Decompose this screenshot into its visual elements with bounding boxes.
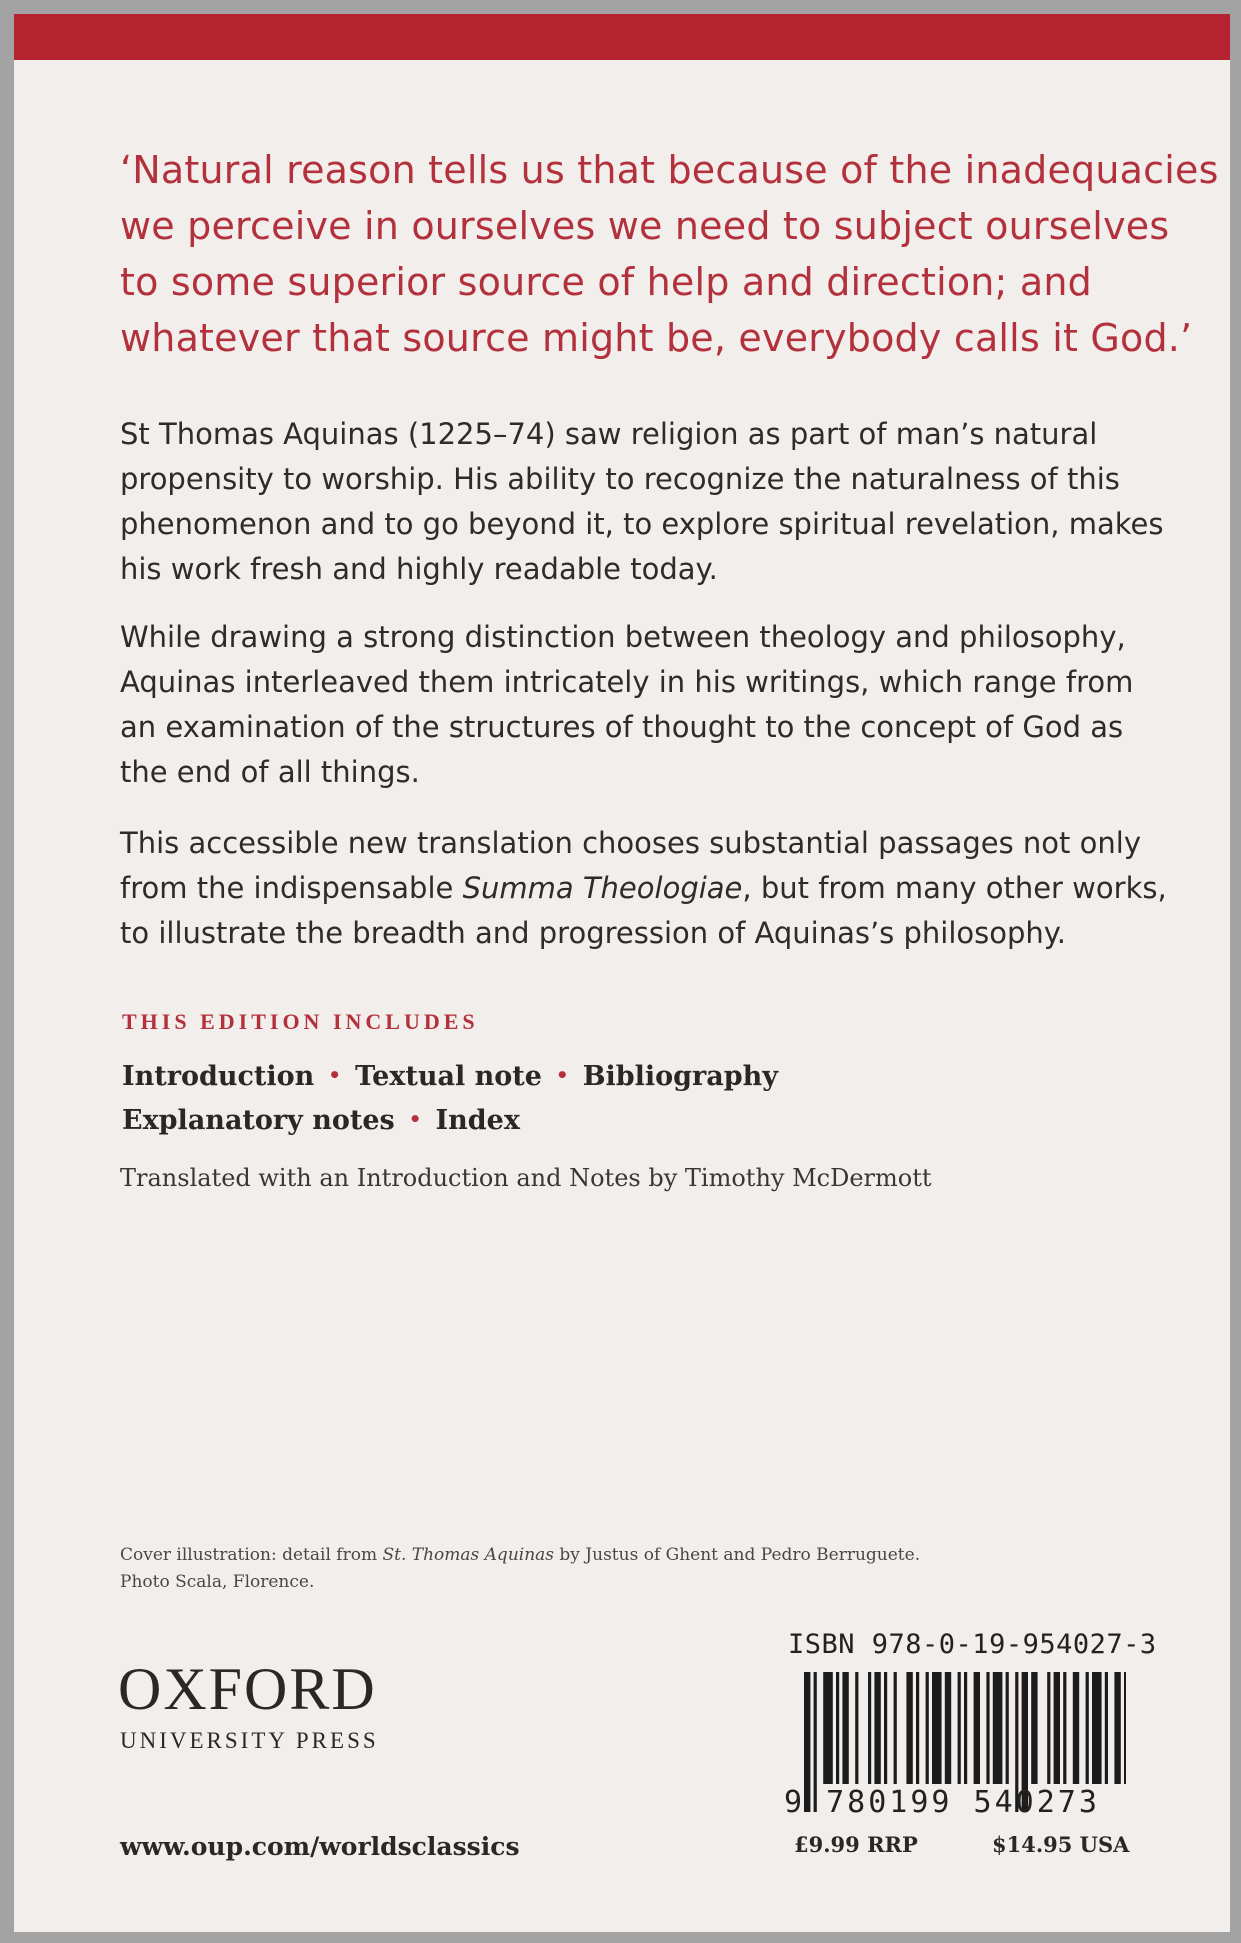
barcode-bar: [1114, 1672, 1120, 1784]
blurb-text: , but from many other works,: [742, 871, 1167, 905]
barcode-bar: [1047, 1672, 1050, 1784]
publisher-url: www.oup.com/worldsclassics: [120, 1832, 520, 1861]
barcode-bar: [916, 1672, 919, 1784]
barcode-bar: [855, 1672, 858, 1784]
bullet-icon: •: [408, 1107, 422, 1131]
includes-item: Textual note: [355, 1061, 542, 1092]
barcode-bar: [993, 1672, 1003, 1784]
blurb-paragraph-2: [120, 615, 1170, 795]
barcode-bar: [964, 1672, 967, 1784]
barcode-bar: [1086, 1672, 1089, 1784]
barcode-bar: [1006, 1672, 1009, 1784]
credit-text: Cover illustration: detail from: [120, 1545, 383, 1565]
blurb-text: from the indispensable: [120, 871, 463, 905]
artwork-title: St. Thomas Aquinas: [382, 1545, 555, 1565]
barcode-bar: [926, 1672, 929, 1784]
includes-item: Introduction: [122, 1061, 315, 1092]
publisher-logo: OXFORD: [118, 1656, 377, 1722]
quote-line: ‘Natural reason tells us that because of the inadequacies: [120, 148, 1219, 192]
price-usd: $14.95 USA: [992, 1832, 1130, 1857]
edition-includes-heading: THIS EDITION INCLUDES: [122, 1009, 479, 1034]
blurb-line: [120, 866, 1170, 911]
translator-credit: Translated with an Introduction and Notes by Timothy McDermott: [120, 1164, 932, 1192]
blurb-line: phenomenon and to go beyond it, to explore spiritual revelation, makes: [120, 507, 1164, 541]
barcode-bar: [945, 1672, 951, 1784]
barcode-bar: [1092, 1672, 1102, 1784]
credit-text: by Justus of Ghent and Pedro Berruguete.: [554, 1545, 921, 1565]
barcode-bar: [958, 1672, 961, 1784]
includes-row: [122, 1098, 778, 1142]
barcode-bar: [1073, 1672, 1079, 1784]
barcode-bar: [1124, 1672, 1126, 1784]
barcode-bar: [868, 1672, 871, 1784]
cover-illustration-credit: [120, 1542, 920, 1596]
barcode-bar: [1031, 1672, 1037, 1784]
barcode-bar: [823, 1672, 833, 1784]
barcode-bar: [986, 1672, 989, 1784]
barcode-bar: [1063, 1672, 1066, 1784]
publisher-subtitle: UNIVERSITY PRESS: [120, 1728, 379, 1753]
barcode-bar: [906, 1672, 912, 1784]
barcode-bar: [894, 1672, 897, 1784]
barcode-bar: [1054, 1672, 1060, 1784]
blurb-line: to illustrate the breadth and progression of Aquinas’s philosophy.: [120, 916, 1067, 950]
blurb-line: an examination of the structures of thought to the concept of God as: [120, 710, 1124, 744]
barcode-bar: [1105, 1672, 1108, 1784]
quote-line: we perceive in ourselves we need to subject ourselves: [120, 204, 1170, 248]
includes-item: Explanatory notes: [122, 1105, 395, 1136]
blurb-paragraph-3: [120, 821, 1170, 956]
barcode-bar: [836, 1672, 839, 1784]
bullet-icon: •: [555, 1063, 569, 1087]
blurb-line: While drawing a strong distinction between theology and philosophy,: [120, 620, 1126, 654]
quote-line: whatever that source might be, everybody calls it God.’: [120, 316, 1193, 360]
barcode-bar: [884, 1672, 887, 1784]
barcode-digits: 9 780199 540273: [784, 1785, 1100, 1820]
quote-line: to some superior source of help and direction; and: [120, 260, 1092, 304]
credit-line: Photo Scala, Florence.: [120, 1572, 315, 1592]
pull-quote: [120, 142, 1219, 366]
barcode-bar: [932, 1672, 942, 1784]
edition-includes-list: [122, 1054, 778, 1142]
blurb-paragraph-1: [120, 412, 1170, 592]
blurb-line: This accessible new translation chooses substantial passages not only: [120, 826, 1141, 860]
red-top-band: [14, 14, 1230, 60]
blurb-line: propensity to worship. His ability to recognize the naturalness of this: [120, 462, 1120, 496]
includes-item: Index: [435, 1105, 520, 1136]
work-title: Summa Theologiae: [462, 871, 743, 905]
blurb-line: his work fresh and highly readable today.: [120, 552, 718, 586]
includes-row: [122, 1054, 778, 1098]
credit-line: [120, 1542, 920, 1569]
barcode-bar: [974, 1672, 980, 1784]
blurb-line: St Thomas Aquinas (1225–74) saw religion as part of man’s natural: [120, 417, 1098, 451]
barcode-bar: [874, 1672, 880, 1784]
barcode-bar: [842, 1672, 848, 1784]
isbn-label: ISBN 978-0-19-954027-3: [788, 1629, 1157, 1660]
includes-item: Bibliography: [582, 1061, 778, 1092]
blurb-line: Aquinas interleaved them intricately in his writings, which range from: [120, 665, 1134, 699]
blurb-line: the end of all things.: [120, 755, 420, 789]
book-back-cover: [14, 14, 1230, 1932]
price-gbp: £9.99 RRP: [794, 1832, 918, 1857]
bullet-icon: •: [328, 1063, 342, 1087]
